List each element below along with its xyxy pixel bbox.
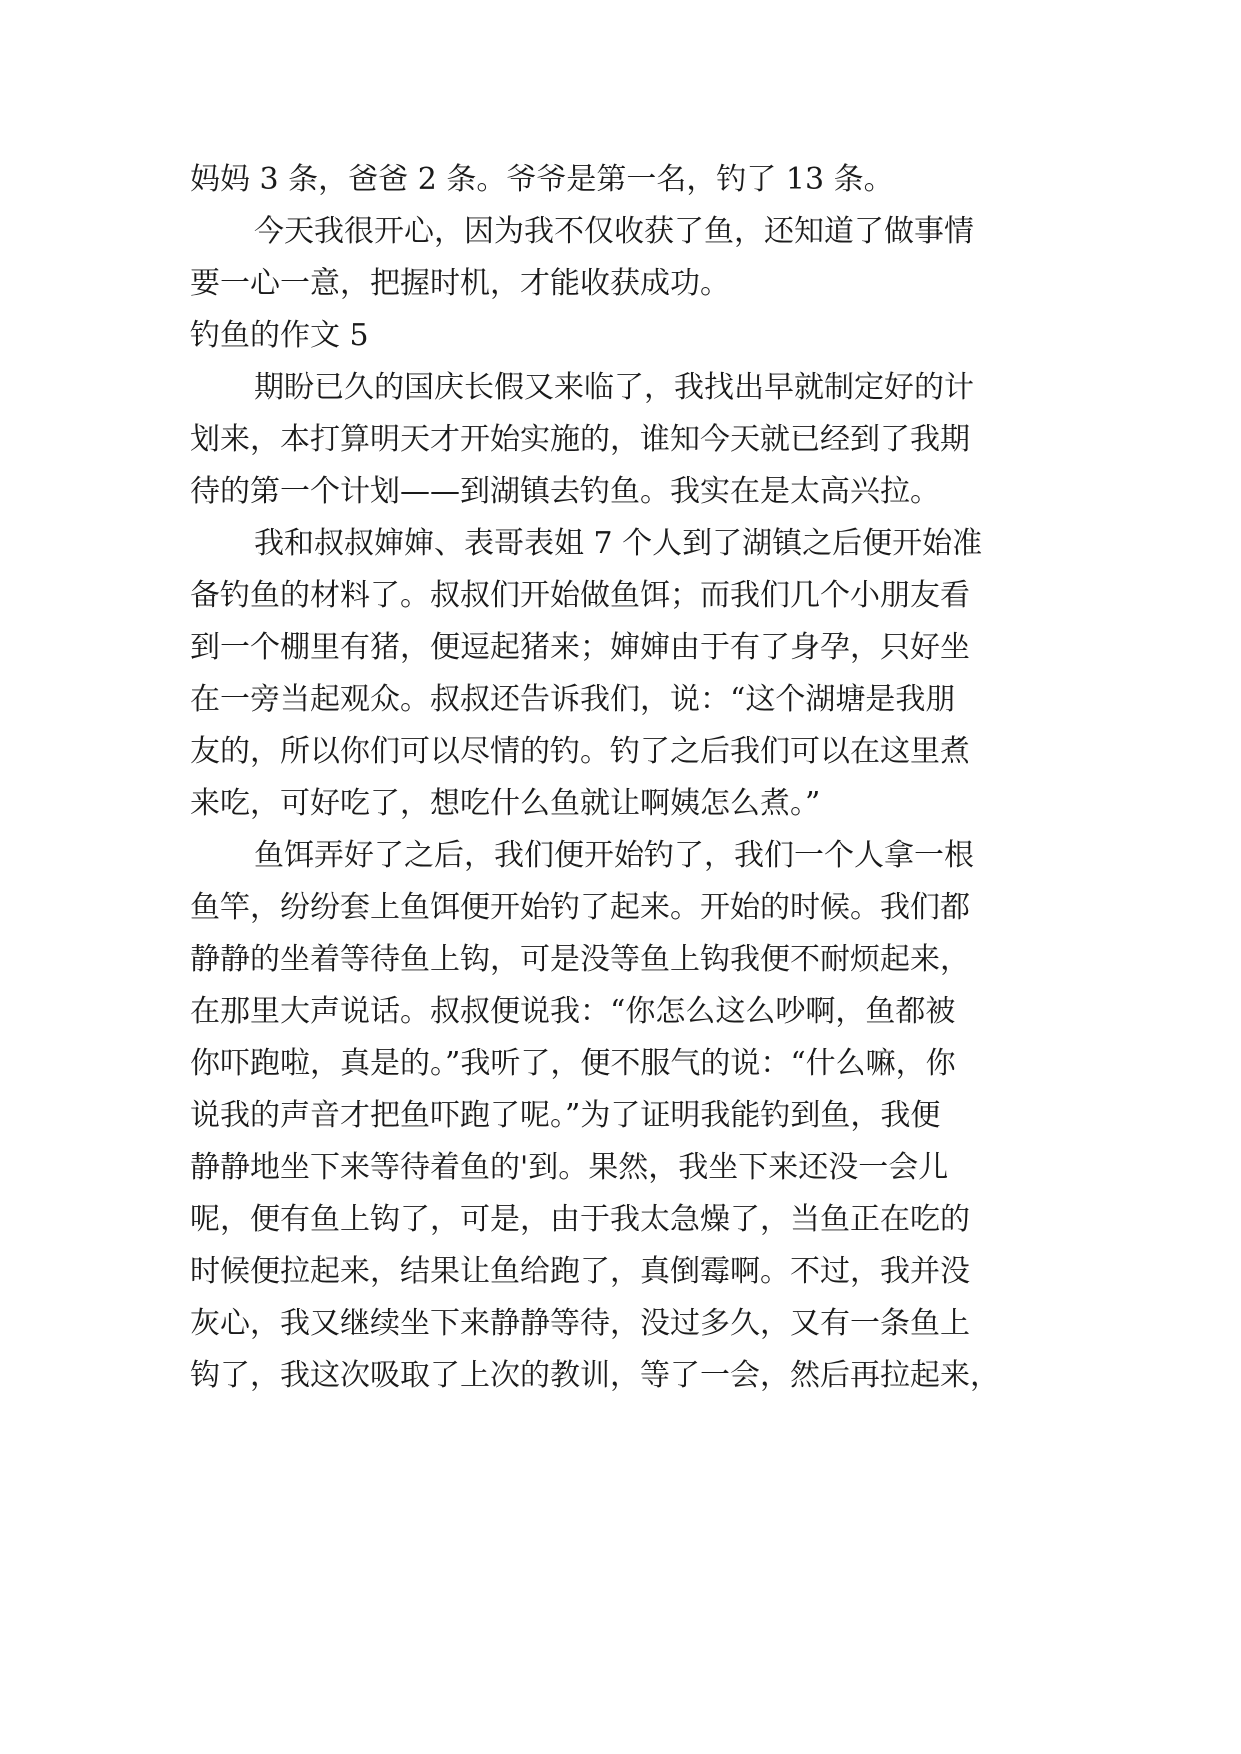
text-line: 鱼竿，纷纷套上鱼饵便开始钓了起来。开始的时候。我们都	[190, 890, 970, 925]
text-line: 说我的声音才把鱼吓跑了呢。”为了证明我能钓到鱼，我便	[190, 1098, 941, 1133]
text-line: 呢，便有鱼上钩了，可是，由于我太急燥了，当鱼正在吃的	[190, 1202, 970, 1237]
text-line: 钩了，我这次吸取了上次的教训，等了一会，然后再拉起来，	[190, 1358, 1000, 1393]
paragraph-start-line: 我和叔叔婶婶、表哥表姐 7 个人到了湖镇之后便开始准	[254, 526, 983, 561]
text-line: 静静地坐下来等待着鱼的'到。果然，我坐下来还没一会儿	[190, 1150, 949, 1185]
text-line: 在那里大声说话。叔叔便说我：“你怎么这么吵啊，鱼都被	[190, 994, 956, 1029]
paragraph-start-line: 期盼已久的国庆长假又来临了，我找出早就制定好的计	[254, 370, 974, 405]
text-line: 时候便拉起来，结果让鱼给跑了，真倒霉啊。不过，我并没	[190, 1254, 970, 1289]
text-line: 灰心，我又继续坐下来静静等待，没过多久，又有一条鱼上	[190, 1306, 970, 1341]
text-line: 来吃，可好吃了，想吃什么鱼就让啊姨怎么煮。”	[190, 786, 821, 821]
text-line: 在一旁当起观众。叔叔还告诉我们，说：“这个湖塘是我朋	[190, 682, 956, 717]
text-line: 备钓鱼的材料了。叔叔们开始做鱼饵；而我们几个小朋友看	[190, 578, 970, 613]
text-line: 静静的坐着等待鱼上钩，可是没等鱼上钩我便不耐烦起来，	[190, 942, 970, 977]
text-line: 友的，所以你们可以尽情的钓。钓了之后我们可以在这里煮	[190, 734, 970, 769]
section-heading: 钓鱼的作文 5	[190, 318, 369, 353]
text-line: 要一心一意，把握时机，才能收获成功。	[190, 266, 730, 301]
text-line: 待的第一个计划——到湖镇去钓鱼。我实在是太高兴拉。	[190, 474, 940, 509]
paragraph-start-line: 今天我很开心，因为我不仅收获了鱼，还知道了做事情	[254, 214, 974, 249]
text-line: 你吓跑啦，真是的。”我听了，便不服气的说：“什么嘛，你	[190, 1046, 956, 1081]
text-line: 划来，本打算明天才开始实施的，谁知今天就已经到了我期	[190, 422, 970, 457]
paragraph-start-line: 鱼饵弄好了之后，我们便开始钓了，我们一个人拿一根	[254, 838, 974, 873]
text-line: 妈妈 3 条，爸爸 2 条。爷爷是第一名，钓了 13 条。	[190, 162, 894, 197]
text-line: 到一个棚里有猪，便逗起猪来；婶婶由于有了身孕，只好坐	[190, 630, 970, 665]
